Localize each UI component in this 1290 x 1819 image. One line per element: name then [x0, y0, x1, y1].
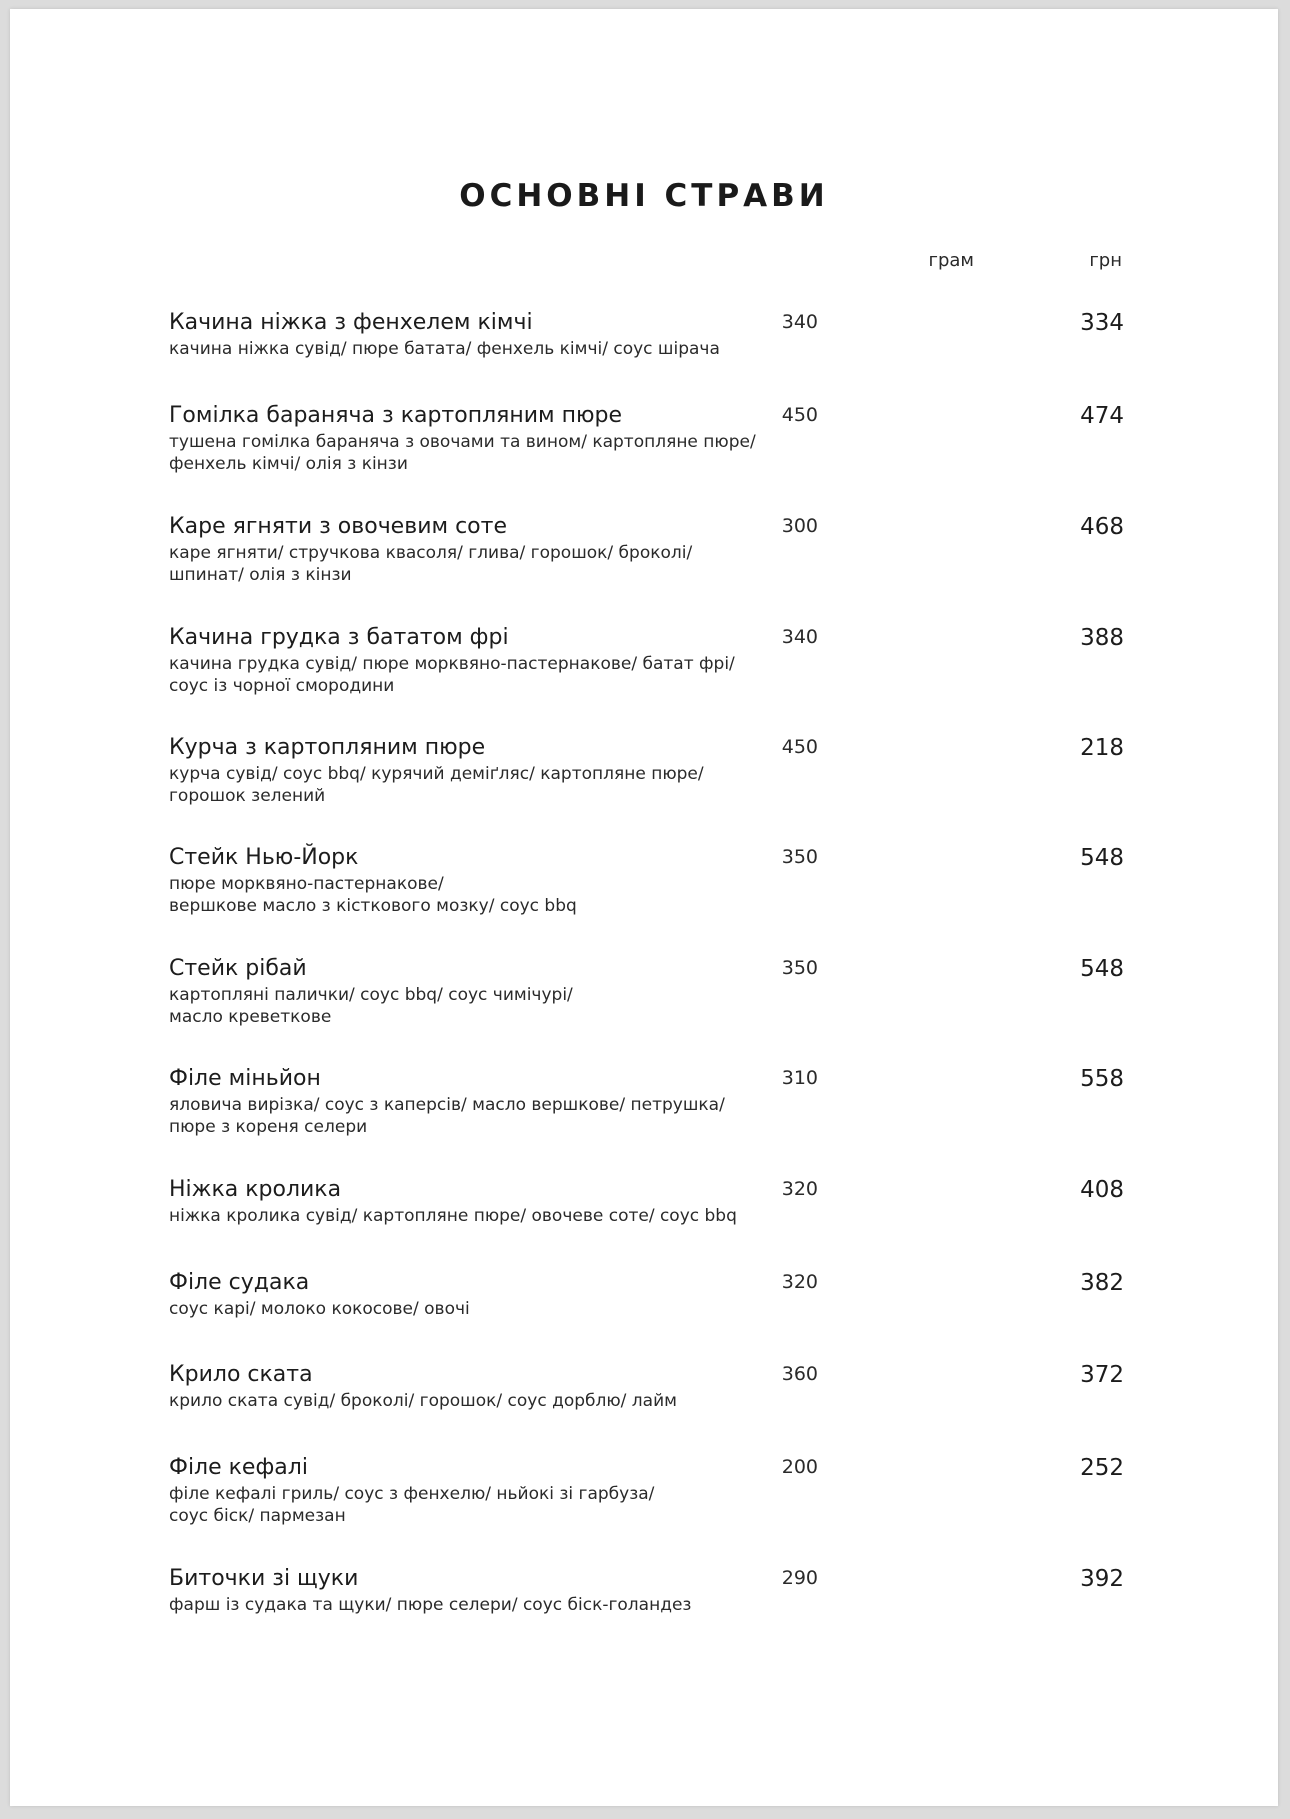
menu-item	[169, 1270, 1129, 1320]
menu-item	[169, 1566, 1129, 1616]
menu-page	[10, 9, 1278, 1806]
item-weight: 320	[781, 1178, 818, 1200]
item-description: соус карі/ молоко кокосове/ овочі	[169, 1299, 470, 1319]
item-name: Крило ската	[169, 1362, 313, 1387]
item-price: 392	[1080, 1566, 1124, 1592]
item-name: Качина грудка з бататом фрі	[169, 625, 509, 650]
item-name: Курча з картопляним пюре	[169, 735, 486, 760]
item-price: 468	[1080, 514, 1124, 540]
item-name: Каре ягняти з овочевим соте	[169, 514, 507, 539]
item-weight: 340	[781, 626, 818, 648]
item-weight: 320	[781, 1271, 818, 1293]
item-price: 382	[1080, 1270, 1124, 1296]
item-description: курча сувід/ соус bbq/ курячий деміґляс/ картопляне пюре/ горошок зелений	[169, 764, 704, 806]
item-description: каре ягняти/ стручкова квасоля/ глива/ горошок/ броколі/ шпинат/ олія з кінзи	[169, 543, 693, 585]
item-price: 372	[1080, 1362, 1124, 1388]
item-price: 548	[1080, 845, 1124, 871]
menu-items	[10, 9, 1278, 1806]
item-price: 408	[1080, 1177, 1124, 1203]
item-name: Філе міньйон	[169, 1066, 321, 1091]
item-weight: 300	[781, 515, 818, 537]
menu-item	[169, 625, 1129, 697]
weight-column-header: грам	[928, 250, 974, 271]
menu-item	[169, 735, 1129, 807]
item-name: Биточки зі щуки	[169, 1566, 359, 1591]
menu-item	[169, 514, 1129, 586]
menu-item	[169, 310, 1129, 360]
item-name: Стейк рібай	[169, 956, 307, 981]
item-description: крило ската сувід/ броколі/ горошок/ соус дорблю/ лайм	[169, 1391, 677, 1411]
item-weight: 360	[781, 1363, 818, 1385]
menu-item	[169, 403, 1129, 475]
item-price: 334	[1080, 310, 1124, 336]
item-description: фарш із судака та щуки/ пюре селери/ соус біск-голандез	[169, 1595, 692, 1615]
item-price: 218	[1080, 735, 1124, 761]
item-price: 548	[1080, 956, 1124, 982]
menu-item	[169, 956, 1129, 1028]
item-weight: 340	[781, 311, 818, 333]
menu-item	[169, 1066, 1129, 1138]
item-price: 558	[1080, 1066, 1124, 1092]
item-weight: 450	[781, 736, 818, 758]
item-weight: 310	[781, 1067, 818, 1089]
item-description: картопляні палички/ соус bbq/ соус чимічурі/ масло креветкове	[169, 985, 573, 1027]
item-price: 388	[1080, 625, 1124, 651]
menu-item	[169, 1362, 1129, 1412]
item-description: ніжка кролика сувід/ картопляне пюре/ овочеве соте/ соус bbq	[169, 1206, 737, 1226]
item-description: філе кефалі гриль/ соус з фенхелю/ ньйокі зі гарбуза/ соус біск/ пармезан	[169, 1484, 655, 1526]
item-description: яловича вирізка/ соус з каперсів/ масло вершкове/ петрушка/ пюре з кореня селери	[169, 1095, 725, 1137]
item-description: тушена гомілка бараняча з овочами та вином/ картопляне пюре/ фенхель кімчі/ олія з кінзи	[169, 432, 756, 474]
menu-title: ОСНОВНІ СТРАВИ	[459, 178, 829, 214]
price-column-header: грн	[1089, 250, 1122, 271]
menu-item	[169, 1455, 1129, 1527]
item-weight: 450	[781, 404, 818, 426]
item-name: Філе судака	[169, 1270, 310, 1295]
item-price: 252	[1080, 1455, 1124, 1481]
item-description: качина ніжка сувід/ пюре батата/ фенхель кімчі/ соус шірача	[169, 339, 720, 359]
menu-item	[169, 1177, 1129, 1227]
item-weight: 350	[781, 846, 818, 868]
item-weight: 290	[781, 1567, 818, 1589]
item-name: Філе кефалі	[169, 1455, 308, 1480]
item-weight: 350	[781, 957, 818, 979]
item-name: Гомілка бараняча з картопляним пюре	[169, 403, 623, 428]
item-name: Ніжка кролика	[169, 1177, 342, 1202]
item-description: пюре морквяно-пастернакове/ вершкове масло з кісткового мозку/ соус bbq	[169, 874, 577, 916]
menu-item	[169, 845, 1129, 917]
item-price: 474	[1080, 403, 1124, 429]
item-name: Стейк Нью-Йорк	[169, 845, 359, 870]
item-name: Качина ніжка з фенхелем кімчі	[169, 310, 533, 335]
item-description: качина грудка сувід/ пюре морквяно-пастернакове/ батат фрі/ соус із чорної смородини	[169, 654, 735, 696]
item-weight: 200	[781, 1456, 818, 1478]
